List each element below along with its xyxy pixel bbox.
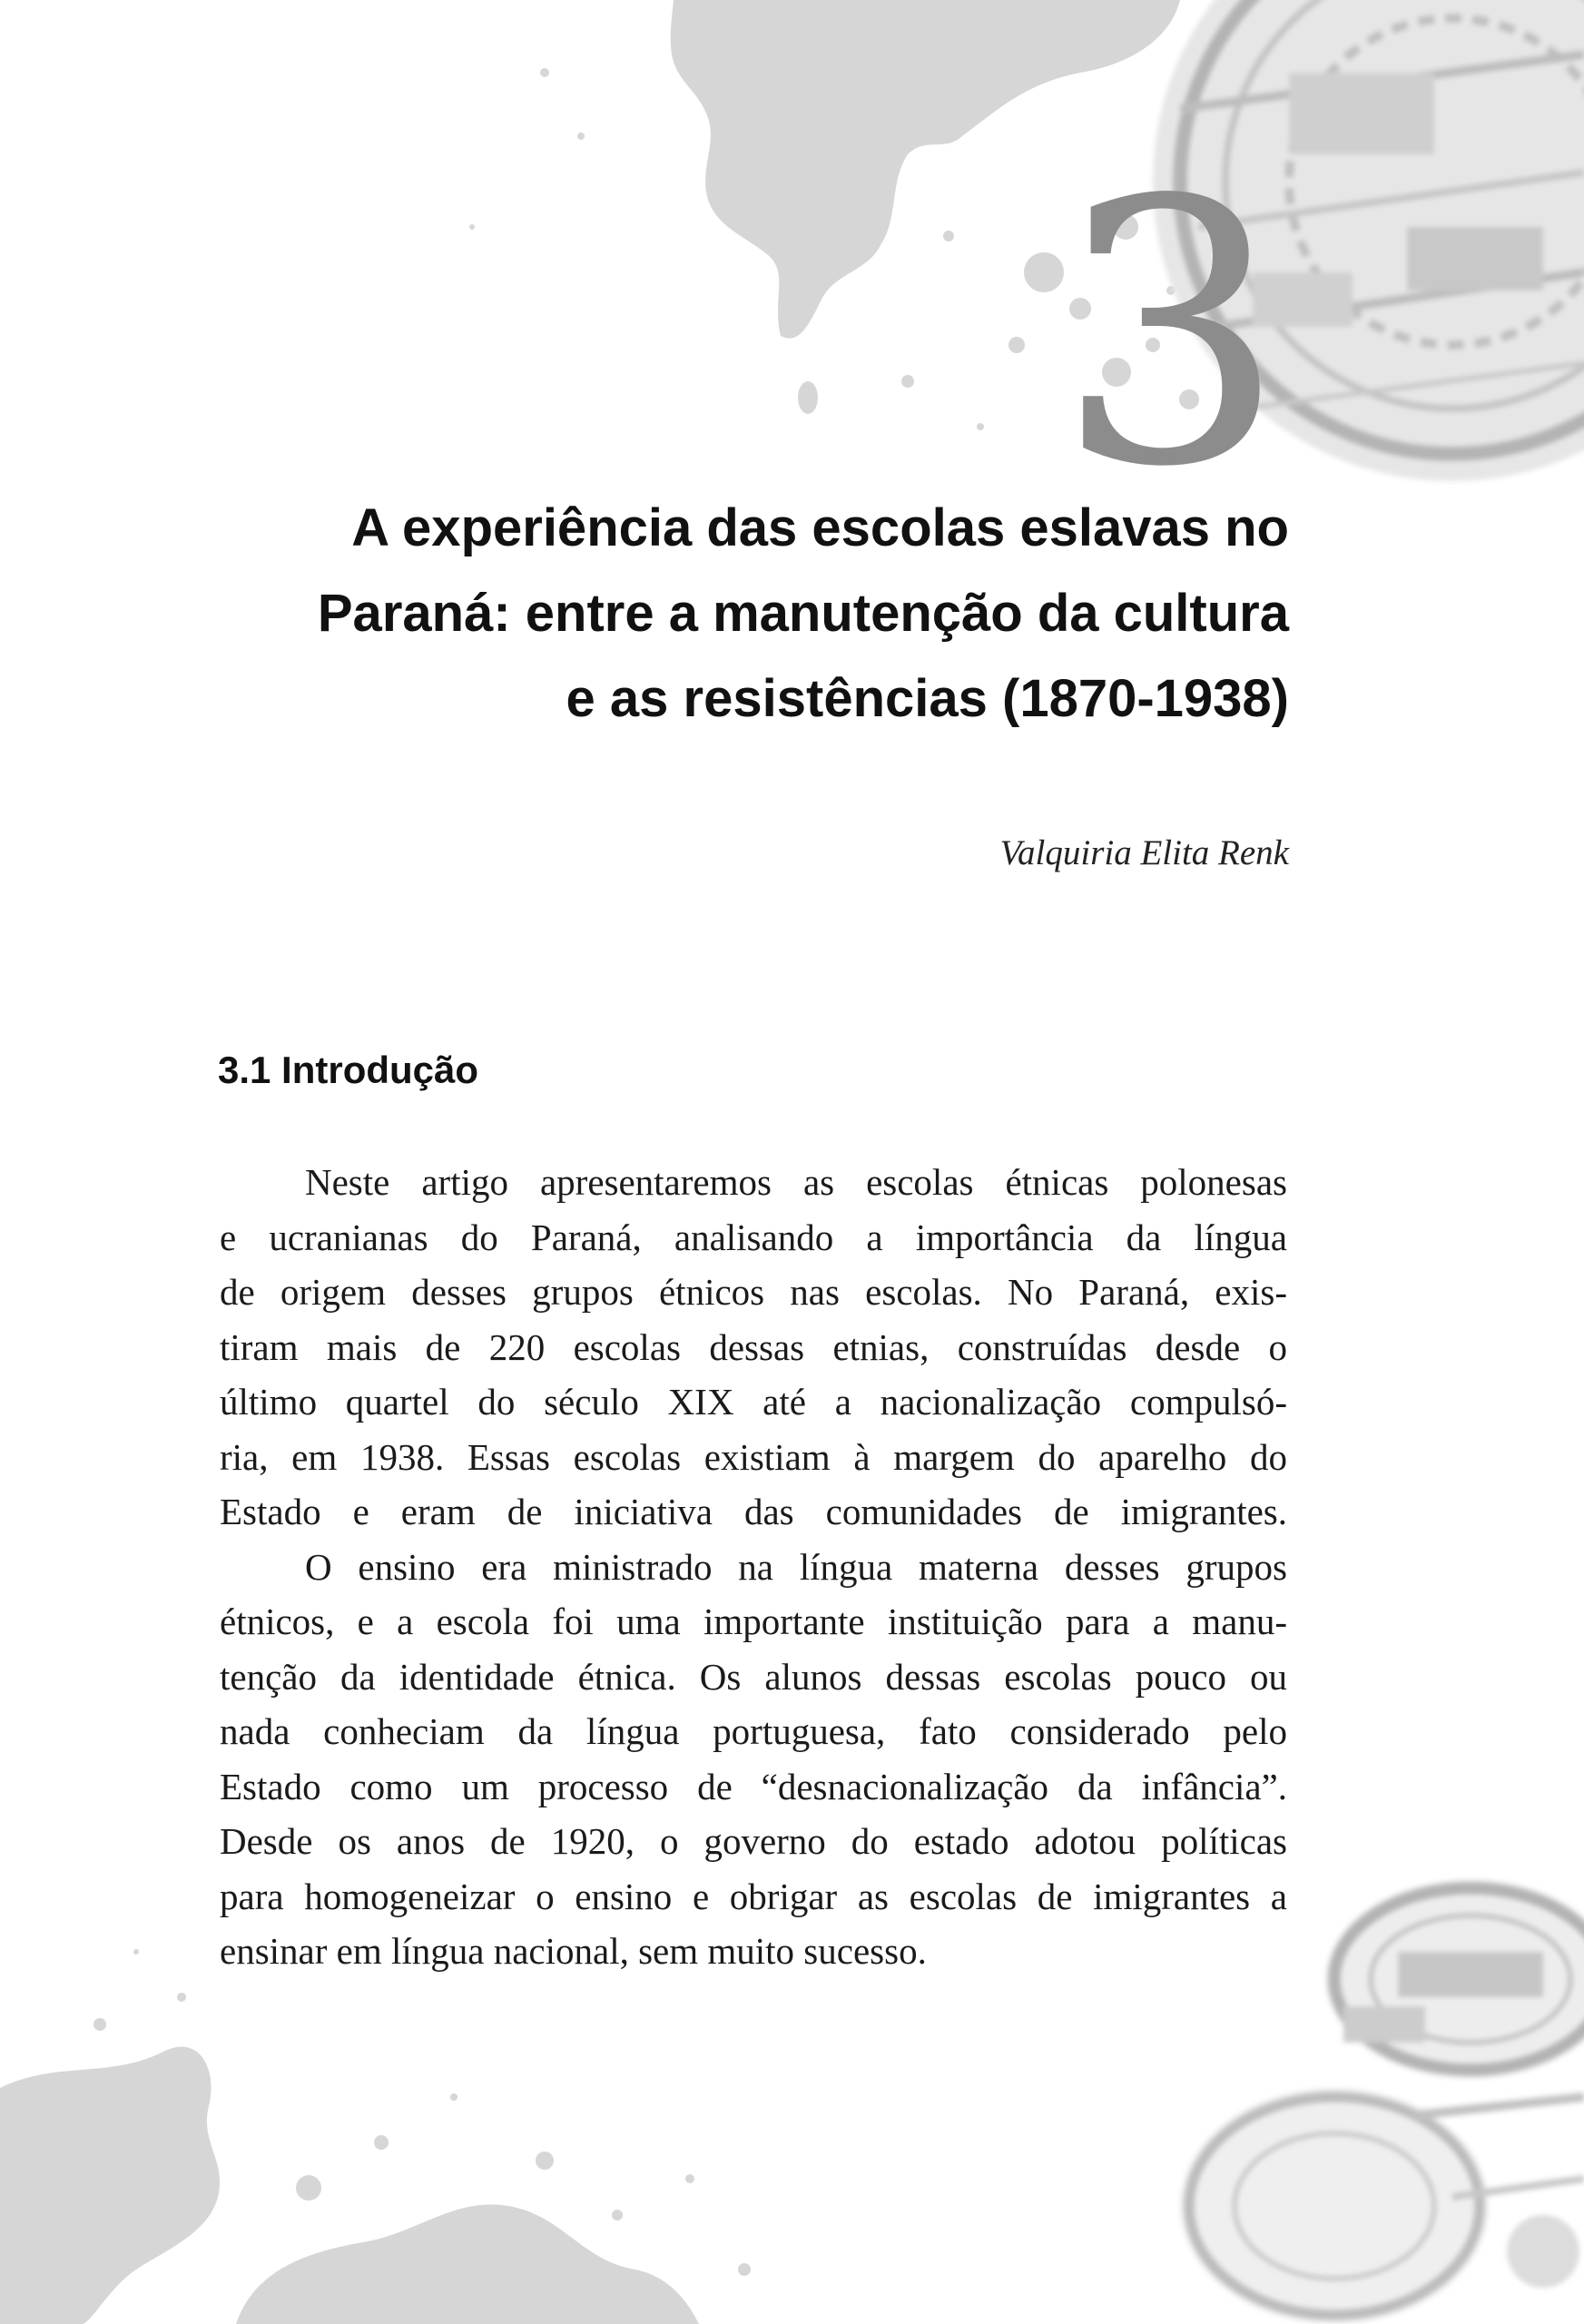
text-line: Estado como um processo de “desnacionalização da infância”. (220, 1765, 1287, 1807)
paragraph (220, 1540, 1287, 1979)
chapter-author: Valquiria Elita Renk (999, 833, 1289, 872)
text-line: tenção da identidade étnica. Os alunos dessas escolas pouco ou (220, 1655, 1287, 1698)
chapter-title (218, 486, 1289, 742)
text-line: ria, em 1938. Essas escolas existiam à margem do aparelho do (220, 1435, 1287, 1478)
paragraph (220, 1155, 1287, 1540)
chapter-title-line: Paraná: entre a manutenção da cultura (317, 584, 1289, 643)
text-line: e ucranianas do Paraná, analisando a importância da língua (220, 1216, 1287, 1258)
text-line: de origem desses grupos étnicos nas escolas. No Paraná, exis- (220, 1271, 1287, 1313)
text-line: tiram mais de 220 escolas dessas etnias, construídas desde o (220, 1325, 1287, 1368)
text-line: O ensino era ministrado na língua materna desses grupos (305, 1545, 1287, 1588)
text-line: Desde os anos de 1920, o governo do estado adotou políticas (220, 1820, 1287, 1862)
text-line: último quartel do século XIX até a nacionalização compulsó- (220, 1381, 1287, 1423)
body-text (220, 1155, 1287, 1979)
chapter-title-line: e as resistências (1870-1938) (566, 669, 1289, 728)
section-heading: 3.1 Introdução (218, 1049, 479, 1091)
text-line: ensinar em língua nacional, sem muito sucesso. (220, 1930, 927, 1972)
text-line: Neste artigo apresentaremos as escolas étnicas polonesas (305, 1161, 1287, 1203)
text-line: para homogeneizar o ensino e obrigar as escolas de imigrantes a (220, 1875, 1287, 1917)
text-line: nada conheciam da língua portuguesa, fato considerado pelo (220, 1710, 1287, 1752)
text-line: étnicos, e a escola foi uma importante instituição para a manu- (220, 1600, 1287, 1642)
chapter-title-line: A experiência das escolas eslavas no (351, 498, 1289, 557)
chapter-number: 3 (1055, 124, 1287, 547)
ink-splash-bottom (0, 1949, 751, 2324)
text-line: Estado e eram de iniciativa das comunidades de imigrantes. (220, 1491, 1287, 1532)
